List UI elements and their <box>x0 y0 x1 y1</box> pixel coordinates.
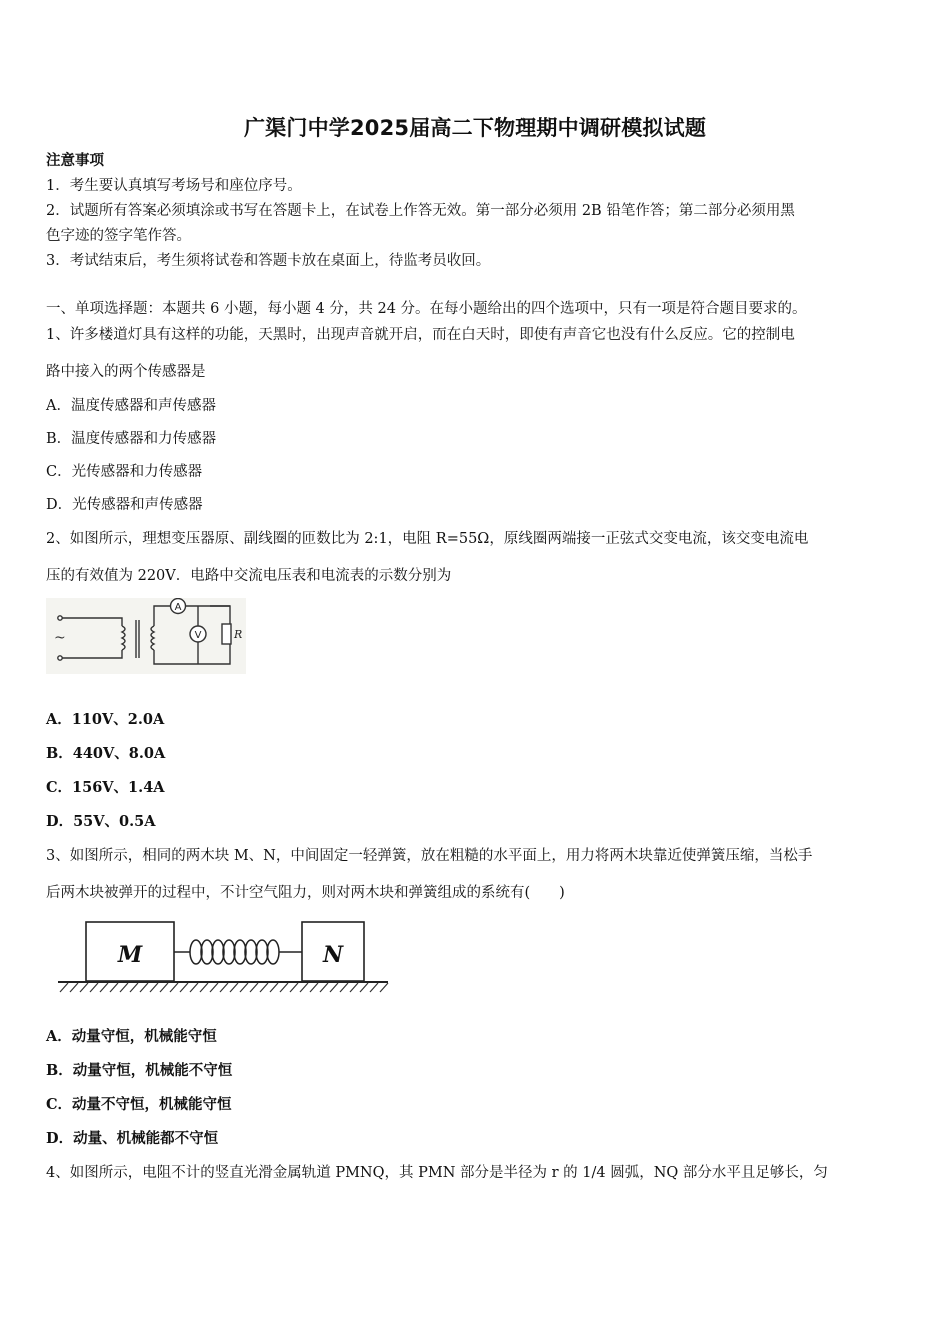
transformer-circuit-figure <box>46 598 246 674</box>
block-n-label: N <box>322 942 344 968</box>
q2-stem-line1: 2、如图所示，理想变压器原、副线圈的匝数比为 2:1，电阻 R=55Ω，原线圈两端接一正弦式交变电流，该交变电流电 <box>46 531 809 547</box>
ammeter-symbol <box>171 599 186 614</box>
page-title: 广渠门中学2025届高二下物理期中调研模拟试题 <box>243 116 707 140</box>
q1-option-d: D．光传感器和声传感器 <box>46 497 203 513</box>
q4-stem-line1: 4、如图所示，电阻不计的竖直光滑金属轨道 PMNQ，其 PMN 部分是半径为 r 的 1/4 圆弧，NQ 部分水平且足够长，匀 <box>46 1165 828 1181</box>
block-m <box>86 922 174 981</box>
q3-option-c: C．动量不守恒，机械能守恒 <box>46 1096 232 1113</box>
voltmeter-symbol <box>190 626 206 642</box>
ammeter-label: A <box>174 602 182 613</box>
section-heading: 一、单项选择题：本题共 6 小题，每小题 4 分，共 24 分。在每小题给出的四个选项中，只有一项是符合题目要求的。 <box>46 301 807 317</box>
block-m-label: M <box>117 942 143 968</box>
q2-option-a: A．110V、2.0A <box>46 711 165 728</box>
q1-stem-line1: 1、许多楼道灯具有这样的功能，天黑时，出现声音就开启，而在白天时，即使有声音它也没有什么反应。它的控制电 <box>46 327 795 343</box>
q3-option-d: D．动量、机械能都不守恒 <box>46 1130 219 1147</box>
q3-option-a: A．动量守恒，机械能守恒 <box>46 1028 217 1045</box>
q1-stem-line2: 路中接入的两个传感器是 <box>46 364 206 380</box>
q2-option-c: C．156V、1.4A <box>46 779 165 796</box>
spring-blocks-figure <box>56 918 390 998</box>
spring <box>174 940 302 964</box>
notice-item-2-cont: 色字迹的签字笔作答。 <box>46 228 191 244</box>
q3-option-b: B．动量守恒，机械能不守恒 <box>46 1062 233 1079</box>
notice-item-1: 1．考生要认真填写考场号和座位序号。 <box>46 178 302 194</box>
notice-heading: 注意事项 <box>46 152 104 169</box>
q3-stem-line1: 3、如图所示，相同的两木块 M、N，中间固定一轻弹簧，放在粗糙的水平面上，用力将两木块靠近使弹簧压缩，当松手 <box>46 848 813 864</box>
resistor-label: R <box>234 628 243 641</box>
q1-option-b: B．温度传感器和力传感器 <box>46 431 217 447</box>
q2-option-b: B．440V、8.0A <box>46 745 166 762</box>
q2-option-d: D．55V、0.5A <box>46 813 156 830</box>
q1-option-a: A．温度传感器和声传感器 <box>46 398 216 414</box>
q2-stem-line2: 压的有效值为 220V．电路中交流电压表和电流表的示数分别为 <box>46 568 452 584</box>
block-n <box>302 922 364 981</box>
notice-item-3: 3．考试结束后，考生须将试卷和答题卡放在桌面上，待监考员收回。 <box>46 253 491 269</box>
q3-stem-line2: 后两木块被弹开的过程中，不计空气阻力，则对两木块和弹簧组成的系统有( ) <box>46 885 565 901</box>
ground-surface <box>58 982 388 992</box>
voltmeter-label: V <box>194 630 202 641</box>
ac-source-symbol: ~ <box>54 630 66 646</box>
q1-option-c: C．光传感器和力传感器 <box>46 464 203 480</box>
notice-item-2: 2．试题所有答案必须填涂或书写在答题卡上，在试卷上作答无效。第一部分必须用 2B 铅笔作答；第二部分必须用黑 <box>46 203 795 219</box>
